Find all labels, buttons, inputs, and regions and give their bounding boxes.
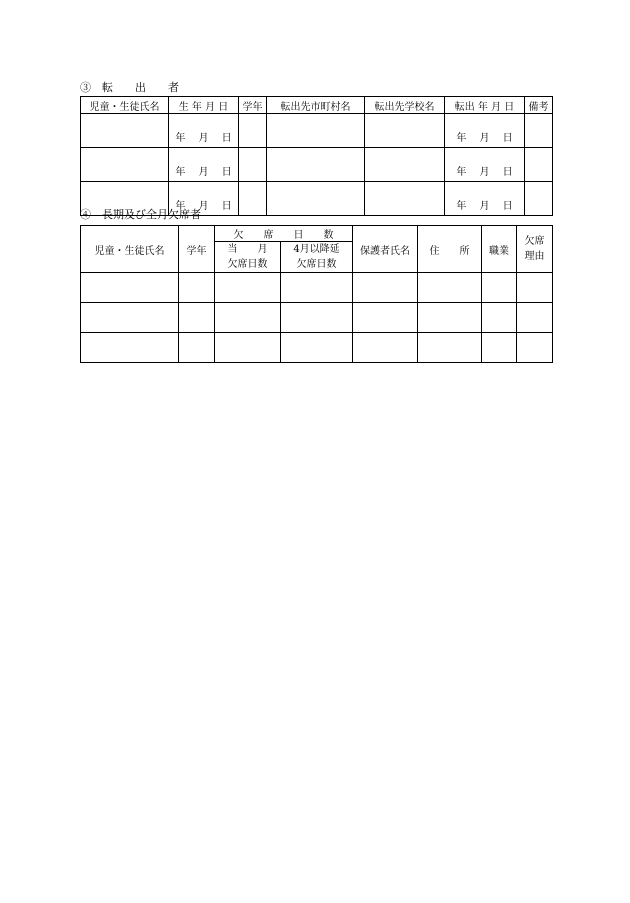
table-header-row: [81, 226, 553, 242]
column-header-current-month-absence: [215, 242, 281, 273]
cell-occupation[interactable]: [482, 273, 517, 303]
absence-reason-line1: 欠席: [524, 236, 545, 247]
cell-grade[interactable]: [179, 273, 215, 303]
cell-destination-school[interactable]: [365, 114, 445, 148]
cell-remarks[interactable]: [525, 148, 553, 182]
column-header-absence-reason: [517, 226, 553, 273]
cell-student-name[interactable]: [81, 273, 179, 303]
cell-address[interactable]: [418, 273, 482, 303]
column-header-guardian-name: 保護者氏名: [353, 226, 418, 273]
section-4-heading: ④ 長期及び全月欠席者: [80, 208, 201, 221]
cell-absence-reason[interactable]: [517, 333, 553, 363]
cell-student-name[interactable]: [81, 148, 169, 182]
table-row: [81, 148, 553, 182]
column-header-occupation: 職業: [482, 226, 517, 273]
cell-grade[interactable]: [239, 114, 267, 148]
cell-remarks[interactable]: [525, 182, 553, 216]
cell-birth-date[interactable]: 年 月 日: [169, 182, 239, 216]
cell-destination-municipality[interactable]: [267, 148, 365, 182]
column-header-destination-school: 転出先学校名: [365, 97, 445, 114]
column-header-since-april-absence: [281, 242, 353, 273]
cell-birth-date[interactable]: 年 月 日: [169, 148, 239, 182]
cell-guardian-name[interactable]: [353, 273, 418, 303]
cell-birth-date[interactable]: 年 月 日: [169, 114, 239, 148]
column-header-student-name: 児童・生徒氏名: [81, 226, 179, 273]
cell-since-april-absence[interactable]: [281, 333, 353, 363]
table-header-row: [81, 97, 553, 114]
cell-remarks[interactable]: [525, 114, 553, 148]
cell-since-april-absence[interactable]: [281, 273, 353, 303]
table-row: [81, 273, 553, 303]
column-header-absence-days: 欠 席 日 数: [215, 226, 353, 242]
cell-student-name[interactable]: [81, 303, 179, 333]
cell-transfer-date[interactable]: 年 月 日: [445, 114, 525, 148]
cell-since-april-absence[interactable]: [281, 303, 353, 333]
column-header-destination-municipality: 転出先市町村名: [267, 97, 365, 114]
cell-occupation[interactable]: [482, 303, 517, 333]
column-header-address: 住 所: [418, 226, 482, 273]
table-row: [81, 114, 553, 148]
cell-grade[interactable]: [179, 303, 215, 333]
cell-absence-reason[interactable]: [517, 273, 553, 303]
cell-guardian-name[interactable]: [353, 303, 418, 333]
table-row: [81, 333, 553, 363]
cell-transfer-date[interactable]: 年 月 日: [445, 182, 525, 216]
cell-grade[interactable]: [239, 148, 267, 182]
cell-student-name[interactable]: [81, 114, 169, 148]
absence-reason-line2: 理由: [524, 251, 545, 262]
since-april-line1: 4月以降延: [293, 244, 340, 255]
current-month-line2: 欠席日数: [227, 259, 268, 270]
cell-destination-municipality[interactable]: [267, 182, 365, 216]
column-header-grade: 学年: [239, 97, 267, 114]
cell-destination-school[interactable]: [365, 182, 445, 216]
cell-current-month-absence[interactable]: [215, 273, 281, 303]
current-month-line1: 当 月: [227, 244, 268, 255]
transfer-out-table: [80, 96, 553, 216]
cell-guardian-name[interactable]: [353, 333, 418, 363]
cell-destination-municipality[interactable]: [267, 114, 365, 148]
long-term-absence-table: [80, 225, 553, 363]
cell-transfer-date[interactable]: 年 月 日: [445, 148, 525, 182]
cell-current-month-absence[interactable]: [215, 303, 281, 333]
cell-occupation[interactable]: [482, 333, 517, 363]
column-header-student-name: 児童・生徒氏名: [81, 97, 169, 114]
cell-current-month-absence[interactable]: [215, 333, 281, 363]
cell-absence-reason[interactable]: [517, 303, 553, 333]
table-row: [81, 303, 553, 333]
cell-student-name[interactable]: [81, 333, 179, 363]
cell-grade[interactable]: [239, 182, 267, 216]
since-april-line2: 欠席日数: [296, 259, 337, 270]
cell-destination-school[interactable]: [365, 148, 445, 182]
column-header-grade: 学年: [179, 226, 215, 273]
cell-address[interactable]: [418, 333, 482, 363]
column-header-remarks: 備考: [525, 97, 553, 114]
cell-grade[interactable]: [179, 333, 215, 363]
column-header-transfer-date: 転出 年 月 日: [445, 97, 525, 114]
column-header-birth-date: 生 年 月 日: [169, 97, 239, 114]
cell-address[interactable]: [418, 303, 482, 333]
section-3-heading: ③ 転 出 者: [80, 81, 179, 94]
